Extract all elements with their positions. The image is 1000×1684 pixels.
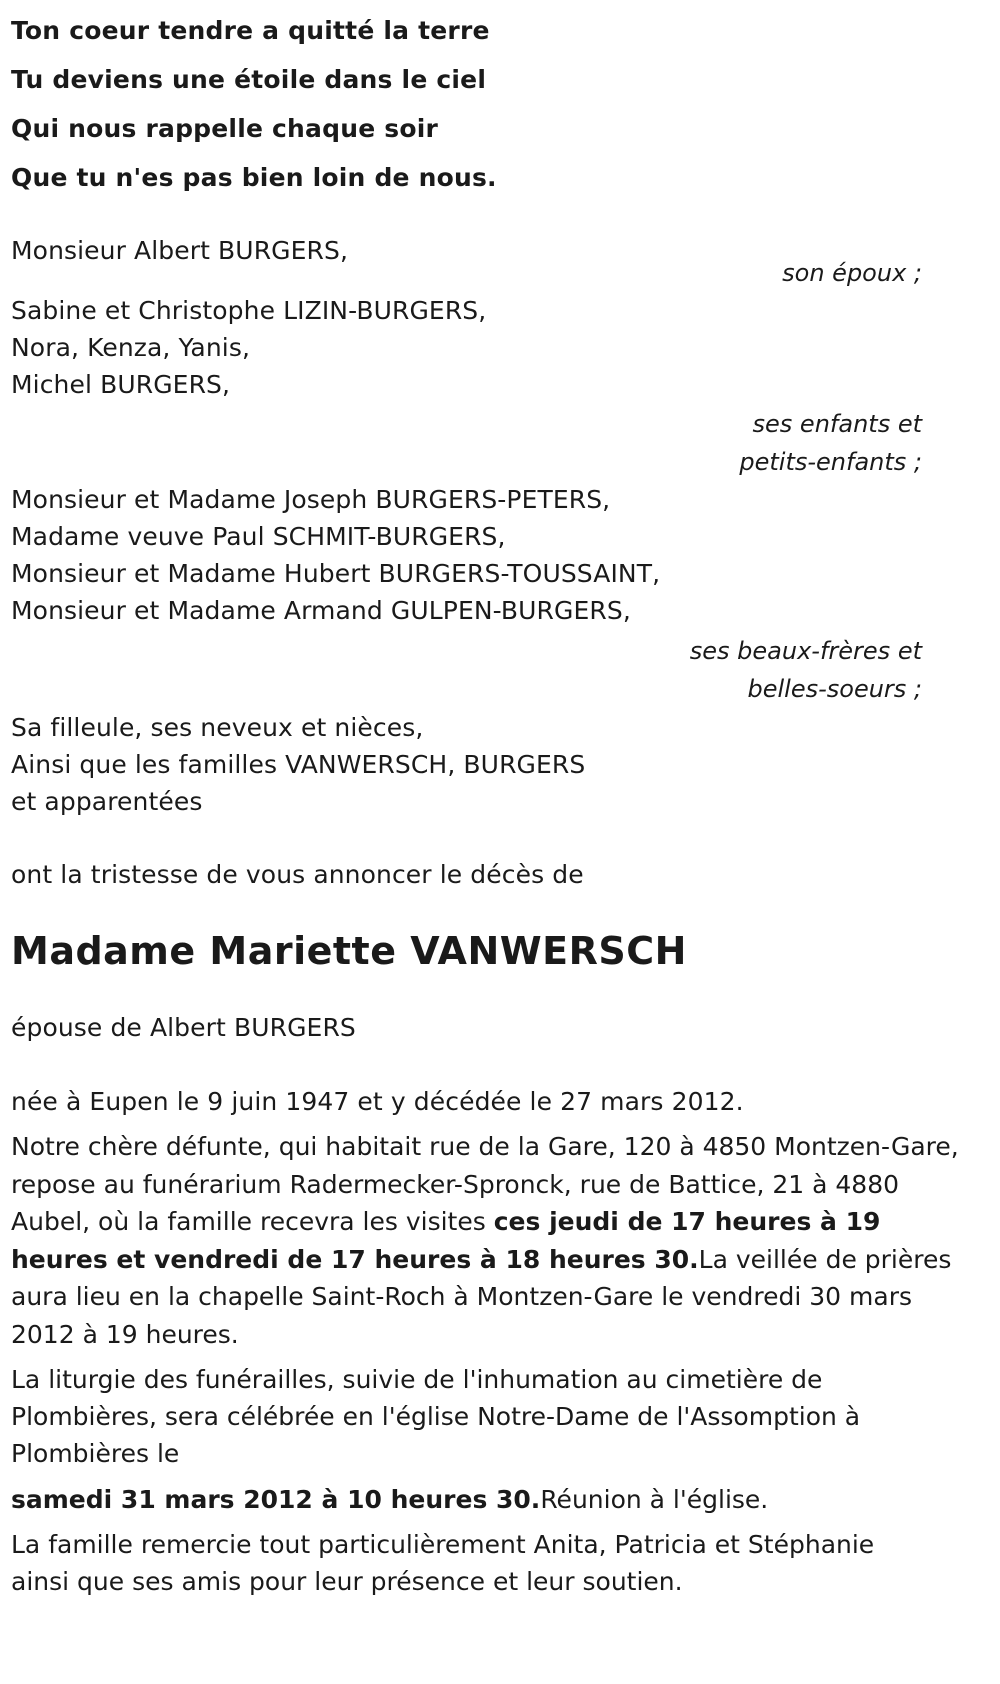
spouse-name: Monsieur Albert BURGERS, xyxy=(11,236,349,265)
poem xyxy=(11,6,991,202)
deceased-name: Madame Mariette VANWERSCH xyxy=(11,929,687,973)
visit-hours: ces jeudi de 17 heures à 19 heures et vendredi de 17 heures à 18 heures 30. xyxy=(11,1207,881,1274)
inlaw-entry: Monsieur et Madame Hubert BURGERS-TOUSSAINT, xyxy=(11,559,661,588)
other-relatives: et apparentées xyxy=(11,787,203,816)
thanks-paragraph: La famille remercie tout particulièrement Anita, Patricia et Stéphanie ainsi que ses amis pour leur présence et leur soutien. xyxy=(11,1530,875,1596)
child-entry: Nora, Kenza, Yanis, xyxy=(11,333,251,362)
poem-line: Ton coeur tendre a quitté la terre xyxy=(11,16,490,45)
liturgy-paragraph: La liturgie des funérailles, suivie de l'inhumation au cimetière de Plombières, sera célébrée en l'église Notre-Dame de l'Assomption à Plombières le xyxy=(11,1365,861,1468)
birth-death: née à Eupen le 9 juin 1947 et y décédée le 27 mars 2012. xyxy=(11,1087,744,1116)
child-entry: Michel BURGERS, xyxy=(11,370,231,399)
spouse-role: son époux ; xyxy=(782,259,922,287)
inlaw-entry: Monsieur et Madame Joseph BURGERS-PETERS, xyxy=(11,485,611,514)
inlaws-role-line2: belles-soeurs ; xyxy=(747,675,922,703)
inlaw-entry: Madame veuve Paul SCHMIT-BURGERS, xyxy=(11,522,506,551)
poem-line: Tu deviens une étoile dans le ciel xyxy=(11,65,487,94)
ceremony-rest: Réunion à l'église. xyxy=(540,1485,769,1514)
visit-text: Notre chère défunte, qui habitait rue de la Gare, 120 à 4850 Montzen-Gare, repose au funérarium Radermecker-Spronck, rue de Battice, 21 à 4880 Aubel, où la famille recevra les visites xyxy=(11,1132,959,1236)
poem-line: Que tu n'es pas bien loin de nous. xyxy=(11,163,497,192)
spouse-of: épouse de Albert BURGERS xyxy=(11,1013,356,1042)
obituary-page xyxy=(11,0,991,1600)
announcement: ont la tristesse de vous annoncer le décès de xyxy=(11,860,584,889)
children-role-line2: petits-enfants ; xyxy=(739,448,922,476)
ceremony-line xyxy=(11,1480,991,1520)
ceremony-date: samedi 31 mars 2012 à 10 heures 30. xyxy=(11,1485,541,1514)
visit-paragraph xyxy=(11,1128,971,1353)
inlaws-role-line1: ses beaux-frères et xyxy=(689,637,922,665)
other-relatives: Sa filleule, ses neveux et nièces, xyxy=(11,713,424,742)
vigil-text: La veillée de prières aura lieu en la chapelle Saint-Roch à Montzen-Gare le vendredi 30 mars 2012 à 19 heures. xyxy=(11,1244,952,1349)
other-relatives: Ainsi que les familles VANWERSCH, BURGERS xyxy=(11,750,586,779)
inlaw-entry: Monsieur et Madame Armand GULPEN-BURGERS, xyxy=(11,596,631,625)
child-entry: Sabine et Christophe LIZIN-BURGERS, xyxy=(11,296,487,325)
poem-line: Qui nous rappelle chaque soir xyxy=(11,114,439,143)
children-role-line1: ses enfants et xyxy=(752,410,922,438)
